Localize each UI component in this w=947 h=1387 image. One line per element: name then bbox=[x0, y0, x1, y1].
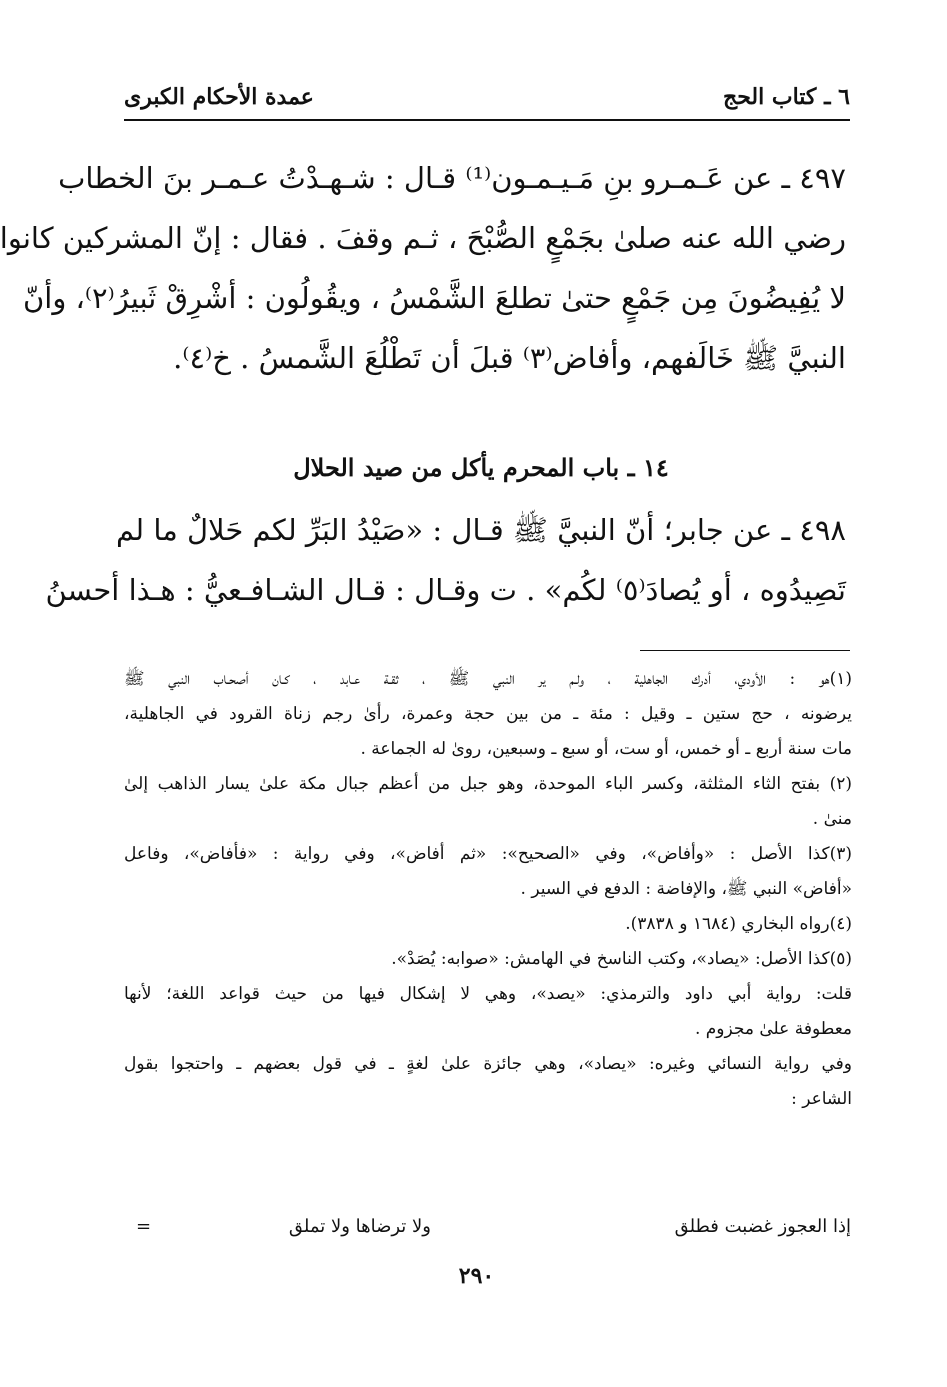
hadith-497 bbox=[0, 148, 846, 388]
hadith-497-line: النبيَّ ﷺ خَالَفهم، وأفاض⁽٣⁾ قبلَ أن تَطْلُعَ الشَّمسُ . خ⁽٤⁾. bbox=[173, 341, 846, 375]
hadith-497-line: رضي الله عنه صلىٰ بجَمْعٍ الصُّبْحَ ، ثـم وقفَ . فقال : إنّ المشركين كانوا bbox=[0, 221, 846, 255]
footnote-line: معطوفة علىٰ مجزوم . bbox=[694, 1019, 852, 1039]
page-number: ٢٩٠ bbox=[458, 1263, 495, 1289]
hadith-498 bbox=[45, 500, 846, 620]
footnote-line: (٢) بفتح الثاء المثلثة، وكسر الباء الموحدة، وهو جبل من أعظم جبال مكة علىٰ يسار الذاهب إلىٰ bbox=[124, 774, 852, 794]
footnote-line: (٣)كذا الأصل : «وأفاض»، وفي «الصحيح»: «ثم أفاض»، وفي رواية : «فأفاض»، وفاعل bbox=[124, 844, 852, 864]
footnote-separator bbox=[640, 650, 850, 651]
footnote-line: قلت: رواية أبي داود والترمذي: «يصد»، وهي لا إشكال فيها من حيث قواعد اللغة؛ لأنها bbox=[124, 984, 852, 1004]
hadith-498-line: تَصِيدُوه ، أو يُصادَ⁽٥⁾ لكُم» . ت وقـال : قـال الشـافـعيُّ : هـذا أحسنُ bbox=[45, 573, 846, 607]
hadith-498-line: ٤٩٨ ـ عن جابر؛ أنّ النبيَّ ﷺ قـال : «صَيْدُ البَرِّ لكم حَلالٌ ما لم bbox=[116, 513, 846, 547]
hadith-497-line: ٤٩٧ ـ عن عَـمـرو بنِ مَـيـمـون⁽¹⁾ قـال : شـهـدْتُ عـمـر بنَ الخطاب bbox=[58, 161, 846, 195]
footnote-line: الشاعر : bbox=[791, 1089, 852, 1109]
footnote-line: وفي رواية النسائي وغيره: «يصاد»، وهي جائزة علىٰ لغةٍ ـ في قول بعضهم ـ واحتجوا بقول bbox=[124, 1054, 852, 1074]
running-header bbox=[124, 80, 850, 120]
book-title: عمدة الأحكام الكبرى bbox=[124, 84, 314, 110]
hadith-497-line: لا يُفِيضُونَ مِن جَمْعٍ حتىٰ تطلعَ الشَّمْسُ ، ويقُولُون : أشْرِقْ ثَبيرُ⁽٢⁾، وأنّ bbox=[22, 281, 846, 315]
footnote-line: «أفاض» النبي ﷺ، والإفاضة : الدفع في السير . bbox=[520, 879, 852, 899]
footnote-line: مات سنة أربع ـ أو خمس، أو ست، أو سبع ـ وسبعين، روىٰ له الجماعة . bbox=[360, 739, 852, 759]
footnote-line: منىٰ . bbox=[812, 809, 852, 829]
poem-first-hemistich: إذا العجوز غضبت فطلق bbox=[674, 1216, 851, 1237]
header-rule bbox=[124, 119, 850, 121]
footnote-line: (٤)رواه البخاري (١٦٨٤ و ٣٨٣٨). bbox=[625, 914, 852, 934]
chapter-heading: ٦ ـ كتاب الحج bbox=[723, 84, 850, 110]
continuation-mark: = bbox=[136, 1216, 152, 1237]
poem-second-hemistich: ولا ترضاها ولا تملق bbox=[288, 1216, 431, 1237]
footnotes bbox=[124, 662, 852, 1117]
footnote-line: يرضونه ، حج ستين ـ وقيل : مئة ـ من بين حجة وعمرة، رأىٰ رجم زناة القرود في الجاهلية، bbox=[124, 704, 852, 724]
footnote-line: (١)هو : الأودي، أدرك الجاهلية ، ولـم ير النبي ﷺ ، ثقـة عـابد ، كـان أصحـاب النبي ﷺ bbox=[124, 669, 852, 689]
chapter-title: ١٤ ـ باب المحرم يأكل من صيد الحلال bbox=[293, 453, 669, 482]
footnote-line: (٥)كذا الأصل: «يصاد»، وكتب الناسخ في الهامش: «صوابه: يُصَدْ». bbox=[391, 949, 852, 969]
